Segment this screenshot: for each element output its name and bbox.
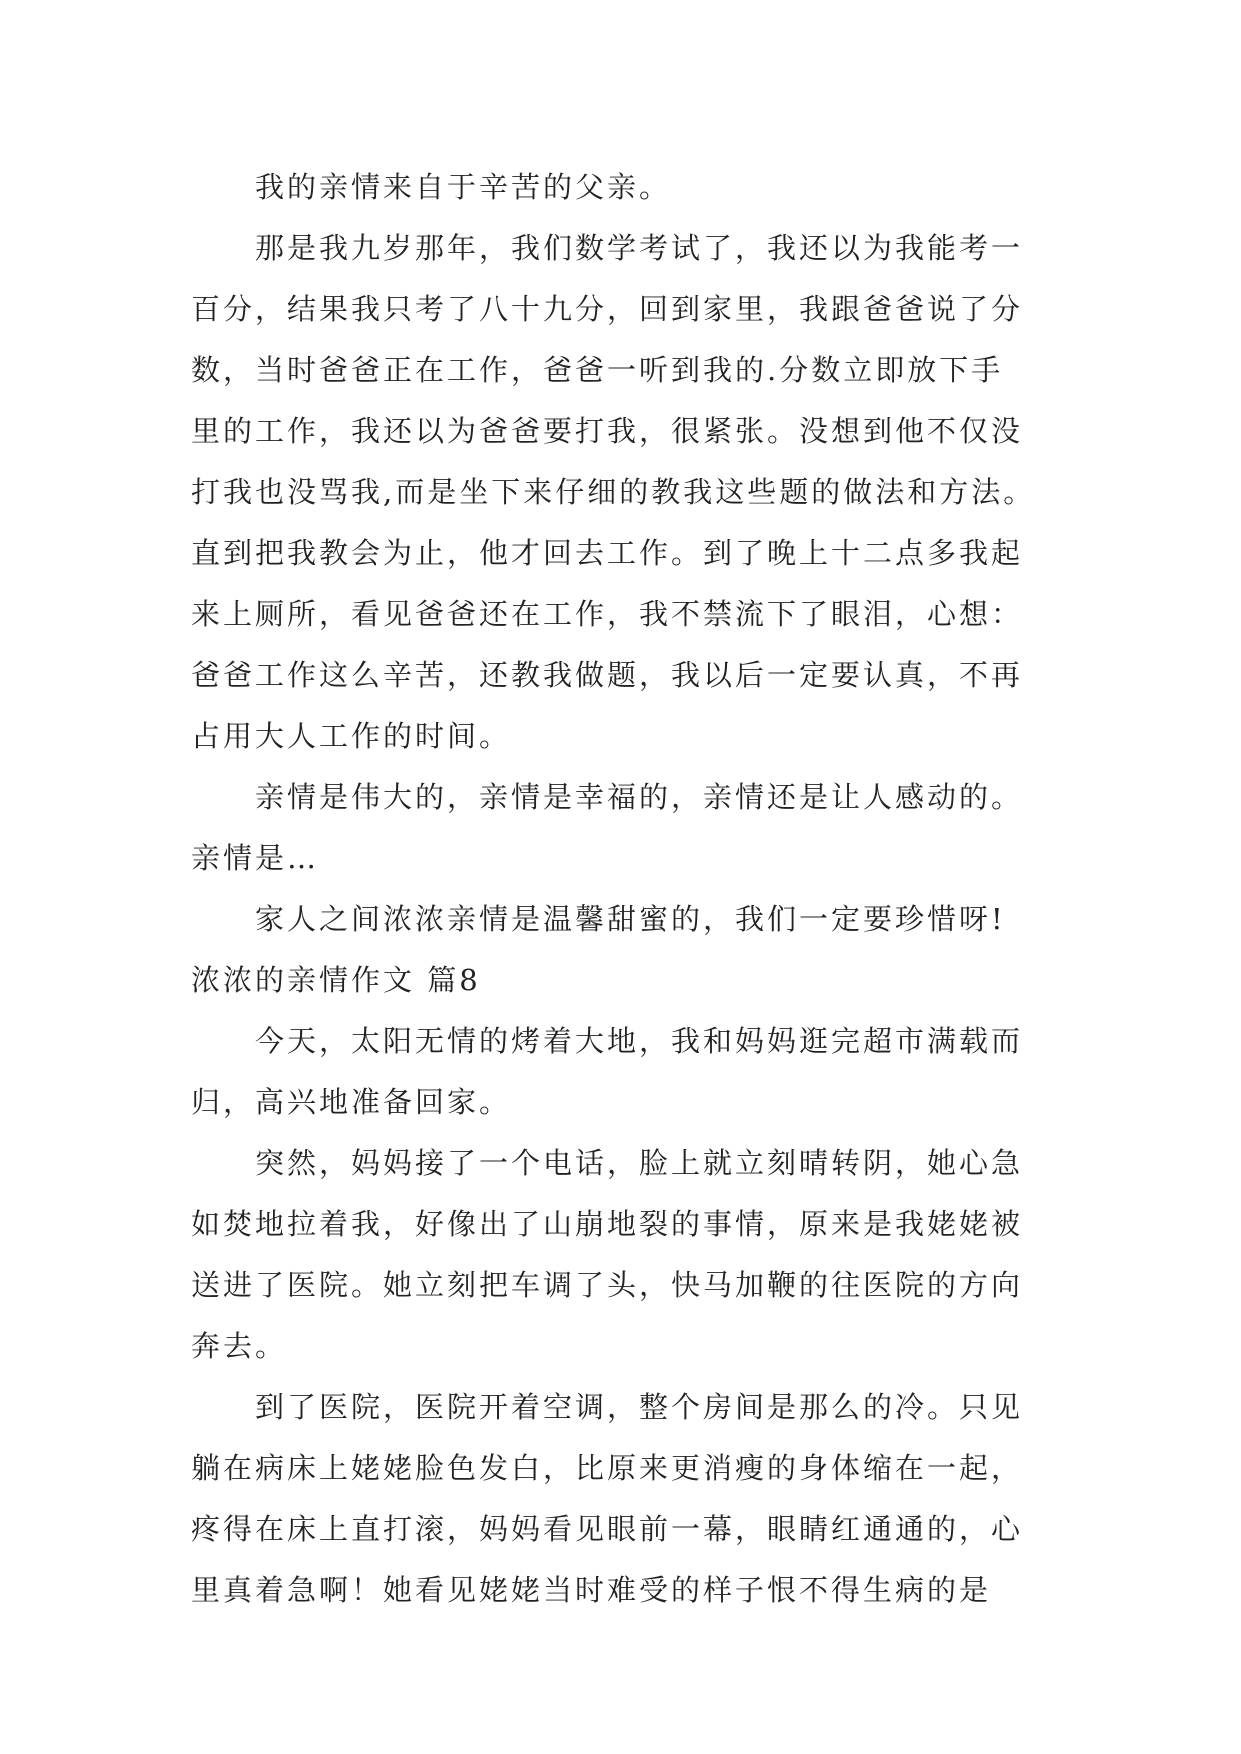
text-line-20: 奔去。: [191, 1329, 288, 1363]
text-line-13: 家人之间浓浓亲情是温馨甜蜜的，我们一定要珍惜呀!: [255, 902, 1006, 936]
text-line-2: 那是我九岁那年，我们数学考试了，我还以为我能考一: [255, 231, 1024, 265]
text-line-12: 亲情是…: [191, 841, 320, 875]
text-line-9: 爸爸工作这么辛苦，还教我做题，我以后一定要认真，不再: [191, 658, 1024, 692]
text-line-18: 如焚地拉着我，好像出了山崩地裂的事情，原来是我姥姥被: [191, 1207, 1024, 1241]
text-line-21: 到了医院，医院开着空调，整个房间是那么的冷。只见: [255, 1390, 1024, 1424]
text-line-7: 直到把我教会为止，他才回去工作。到了晚上十二点多我起: [191, 536, 1024, 570]
text-line-6: 打我也没骂我,而是坐下来仔细的教我这些题的做法和方法。: [191, 475, 1036, 509]
text-line-22: 躺在病床上姥姥脸色发白，比原来更消瘦的身体缩在一起，: [191, 1451, 1024, 1485]
text-line-19: 送进了医院。她立刻把车调了头，快马加鞭的往医院的方向: [191, 1268, 1024, 1302]
text-line-10: 占用大人工作的时间。: [191, 719, 512, 753]
text-line-1: 我的亲情来自于辛苦的父亲。: [255, 170, 672, 204]
document-body: [191, 157, 1061, 1621]
text-line-15: 今天，太阳无情的烤着大地，我和妈妈逛完超市满载而: [255, 1024, 1024, 1058]
text-line-11: 亲情是伟大的，亲情是幸福的，亲情还是让人感动的。: [255, 780, 1024, 814]
text-line-24: 里真着急啊！她看见姥姥当时难受的样子恨不得生病的是: [191, 1573, 992, 1607]
section-heading: 浓浓的亲情作文 篇8: [191, 963, 481, 997]
text-line-5: 里的工作，我还以为爸爸要打我，很紧张。没想到他不仅没: [191, 414, 1024, 448]
text-line-8: 来上厕所，看见爸爸还在工作，我不禁流下了眼泪，心想：: [191, 597, 1024, 631]
text-line-17: 突然，妈妈接了一个电话，脸上就立刻晴转阴，她心急: [255, 1146, 1024, 1180]
text-line-3: 百分，结果我只考了八十九分，回到家里，我跟爸爸说了分: [191, 292, 1024, 326]
text-line-4: 数，当时爸爸正在工作，爸爸一听到我的.分数立即放下手: [191, 353, 1004, 387]
text-line-16: 归，高兴地准备回家。: [191, 1085, 512, 1119]
text-line-23: 疼得在床上直打滚，妈妈看见眼前一幕，眼睛红通通的，心: [191, 1512, 1024, 1546]
